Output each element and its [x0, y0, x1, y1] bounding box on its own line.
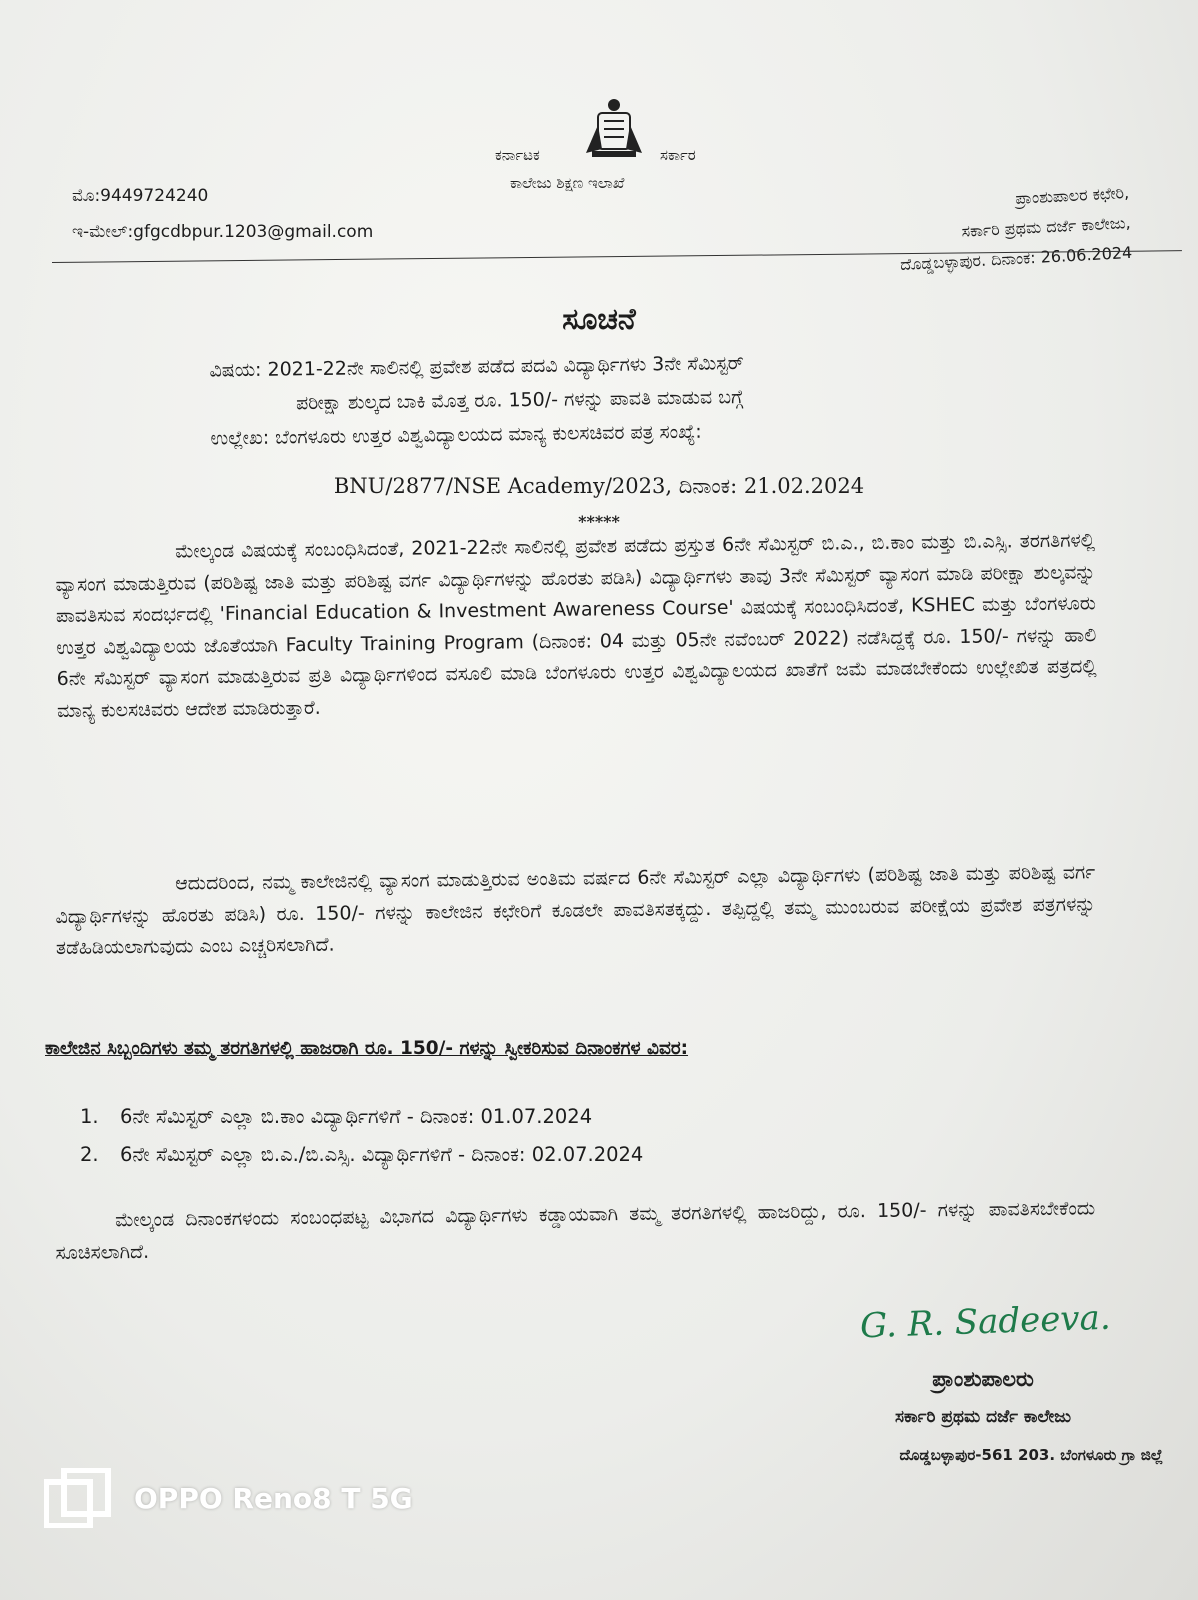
phone-number: ಮೊ:9449724240	[72, 186, 209, 206]
office-line-2: ಸರ್ಕಾರಿ ಪ್ರಥಮ ದರ್ಜೆ ಕಾಲೇಜು,	[960, 212, 1131, 241]
principal-seal	[803, 1360, 1163, 1474]
camera-logo-icon	[44, 1468, 112, 1528]
subject-line-2: ಪರೀಕ್ಷಾ ಶುಲ್ಕದ ಬಾಕಿ ಮೊತ್ತ ರೂ. 150/- ಗಳನ್ನು ಪಾವತಿ ಮಾಡುವ ಬಗ್ಗೆ	[295, 386, 744, 415]
watermark-text: OPPO Reno8 T 5G	[134, 1481, 413, 1515]
office-address	[896, 178, 1133, 280]
seal-college: ಸರ್ಕಾರಿ ಪ್ರಥಮ ದರ್ಜೆ ಕಾಲೇಜು	[895, 1407, 1071, 1427]
government-label-right: ಸರ್ಕಾರ	[660, 146, 696, 164]
seal-address: ದೊಡ್ಡಬಳ್ಳಾಪುರ-561 203. ಬೆಂಗಳೂರು ಗ್ರಾ ಜಿಲ್ಲೆ	[899, 1446, 1163, 1464]
camera-watermark	[44, 1468, 413, 1528]
department-name: ಕಾಲೇಜು ಶಿಕ್ಷಣ ಇಲಾಖೆ	[510, 174, 625, 192]
dates-heading: ಕಾಲೇಜಿನ ಸಿಬ್ಬಂದಿಗಳು ತಮ್ಮ ತರಗತಿಗಳಲ್ಲಿ ಹಾಜರಾಗಿ ರೂ. 150/- ಗಳನ್ನು ಸ್ವೀಕರಿಸುವ ದಿನಾಂಕಗಳ ವಿವರ:	[45, 1038, 689, 1059]
notice-heading: ಸೂಚನೆ	[562, 302, 636, 337]
paragraph-3: ಮೇಲ್ಕಂಡ ದಿನಾಂಕಗಳಂದು ಸಂಬಂಧಪಟ್ಟ ವಿಭಾಗದ ವಿದ್ಯಾರ್ಥಿಗಳು ಕಡ್ಡಾಯವಾಗಿ ತಮ್ಮ ತರಗತಿಗಳಲ್ಲಿ ಹಾಜರಿದ್ದು, ರೂ. 150/- ಗಳನ್ನು ಪಾವತಿಸಬೇಕೆಂದು ಸೂಚಿಸಲಾಗಿದೆ.	[55, 1197, 1096, 1264]
subject-block	[209, 342, 1000, 455]
government-label-left: ಕರ್ನಾಟಕ	[495, 146, 540, 164]
subject-line-1: ವಿಷಯ: 2021-22ನೇ ಸಾಲಿನಲ್ಲಿ ಪ್ರವೇಶ ಪಡೆದ ಪದವಿ ವಿದ್ಯಾರ್ಥಿಗಳು 3ನೇ ಸೆಮಿಸ್ಟರ್	[209, 352, 744, 382]
handwritten-signature: G. R. Sadeeva.	[859, 1297, 1112, 1347]
separator-stars: *****	[578, 512, 620, 531]
dates-list	[80, 1098, 643, 1174]
reference-line: ಉಲ್ಲೇಖ: ಬೆಂಗಳೂರು ಉತ್ತರ ವಿಶ್ವವಿದ್ಯಾಲಯದ ಮಾನ್ಯ ಕುಲಸಚಿವರ ಪತ್ರ ಸಂಖ್ಯೆ:	[210, 420, 702, 450]
office-line-1: ಪ್ರಾಂಶುಪಾಲರ ಕಛೇರಿ,	[1014, 182, 1130, 208]
paragraph-2: ಆದುದರಿಂದ, ನಮ್ಮ ಕಾಲೇಜಿನಲ್ಲಿ ವ್ಯಾಸಂಗ ಮಾಡುತ್ತಿರುವ ಅಂತಿಮ ವರ್ಷದ 6ನೇ ಸೆಮಿಸ್ಟರ್ ಎಲ್ಲಾ ವಿದ್ಯಾರ್ಥಿಗಳು (ಪರಿಶಿಷ್ಟ ಜಾತಿ ಮತ್ತು ಪರಿಶಿಷ್ಟ ವರ್ಗ ವಿದ್ಯಾರ್ಥಿಗಳನ್ನು ಹೊರತು ಪಡಿಸಿ) ರೂ. 150/- ಗಳನ್ನು ಕಾಲೇಜಿನ ಕಛೇರಿಗೆ ಕೂಡಲೇ ಪಾವತಿಸತಕ್ಕದ್ದು. ತಪ್ಪಿದ್ದಲ್ಲಿ ತಮ್ಮ ಮುಂಬರುವ ಪರೀಕ್ಷೆಯ ಪ್ರವೇಶ ಪತ್ರಗಳನ್ನು ತಡೆಹಿಡಿಯಲಾಗುವುದು ಎಂಬ ಎಚ್ಚರಿಸಲಾಗಿದೆ.	[55, 861, 1096, 959]
paragraph-1: ಮೇಲ್ಕಂಡ ವಿಷಯಕ್ಕೆ ಸಂಬಂಧಿಸಿದಂತೆ, 2021-22ನೇ ಸಾಲಿನಲ್ಲಿ ಪ್ರವೇಶ ಪಡೆದು ಪ್ರಸ್ತುತ 6ನೇ ಸೆಮಿಸ್ಟರ್ ಬಿ.ಎ., ಬಿ.ಕಾಂ ಮತ್ತು ಬಿ.ಎಸ್ಸಿ. ತರಗತಿಗಳಲ್ಲಿ ವ್ಯಾಸಂಗ ಮಾಡುತ್ತಿರುವ (ಪರಿಶಿಷ್ಟ ಜಾತಿ ಮತ್ತು ಪರಿಶಿಷ್ಟ ವರ್ಗ ವಿದ್ಯಾರ್ಥಿಗಳನ್ನು ಹೊರತು ಪಡಿಸಿ) ವಿದ್ಯಾರ್ಥಿಗಳು ತಾವು 3ನೇ ಸೆಮಿಸ್ಟರ್ ವ್ಯಾಸಂಗ ಮಾಡಿ ಪರೀಕ್ಷಾ ಶುಲ್ಕವನ್ನು ಪಾವತಿಸುವ ಸಂದರ್ಭದಲ್ಲಿ 'Financial Education & Investment Awareness Course' ವಿಷಯಕ್ಕೆ ಸಂಬಂಧಿಸಿದಂತೆ, KSHEC ಮತ್ತು ಬೆಂಗಳೂರು ಉತ್ತರ ವಿಶ್ವವಿದ್ಯಾಲಯ ಜೊತೆಯಾಗಿ Faculty Training Program (ದಿನಾಂಕ: 04 ಮತ್ತು 05ನೇ ನವೆಂಬರ್ 2022) ನಡೆಸಿದ್ದಕ್ಕೆ ರೂ. 150/- ಗಳನ್ನು ಹಾಲಿ 6ನೇ ಸೆಮಿಸ್ಟರ್ ವ್ಯಾಸಂಗ ಮಾಡುತ್ತಿರುವ ಪ್ರತಿ ವಿದ್ಯಾರ್ಥಿಗಳಿಂದ ವಸೂಲಿ ಮಾಡಿ ಬೆಂಗಳೂರು ಉತ್ತರ ವಿಶ್ವವಿದ್ಯಾಲಯದ ಖಾತೆಗೆ ಜಮೆ ಮಾಡಬೇಕೆಂದು ಉಲ್ಲೇಖಿತ ಪತ್ರದಲ್ಲಿ ಮಾನ್ಯ ಕುಲಸಚಿವರು ಆದೇಶ ಮಾಡಿರುತ್ತಾರೆ.	[55, 529, 1097, 722]
seal-title: ಪ್ರಾಂಶುಪಾಲರು	[932, 1367, 1034, 1391]
office-line-3: ದೊಡ್ಡಬಳ್ಳಾಪುರ. ದಿನಾಂಕ: 26.06.2024	[899, 242, 1133, 275]
reference-number: BNU/2877/NSE Academy/2023, ದಿನಾಂಕ: 21.02.2024	[333, 474, 865, 498]
list-item: 1. 6ನೇ ಸೆಮಿಸ್ಟರ್ ಎಲ್ಲಾ ಬಿ.ಕಾಂ ವಿದ್ಯಾರ್ಥಿಗಳಿಗೆ - ದಿನಾಂಕ: 01.07.2024	[80, 1105, 593, 1128]
karnataka-emblem-icon	[578, 95, 650, 165]
list-item: 2. 6ನೇ ಸೆಮಿಸ್ಟರ್ ಎಲ್ಲಾ ಬಿ.ಎ./ಬಿ.ಎಸ್ಸಿ. ವಿದ್ಯಾರ್ಥಿಗಳಿಗೆ - ದಿನಾಂಕ: 02.07.2024	[80, 1143, 644, 1166]
email-address: ಇ-ಮೇಲ್:gfgcdbpur.1203@gmail.com	[72, 222, 374, 242]
